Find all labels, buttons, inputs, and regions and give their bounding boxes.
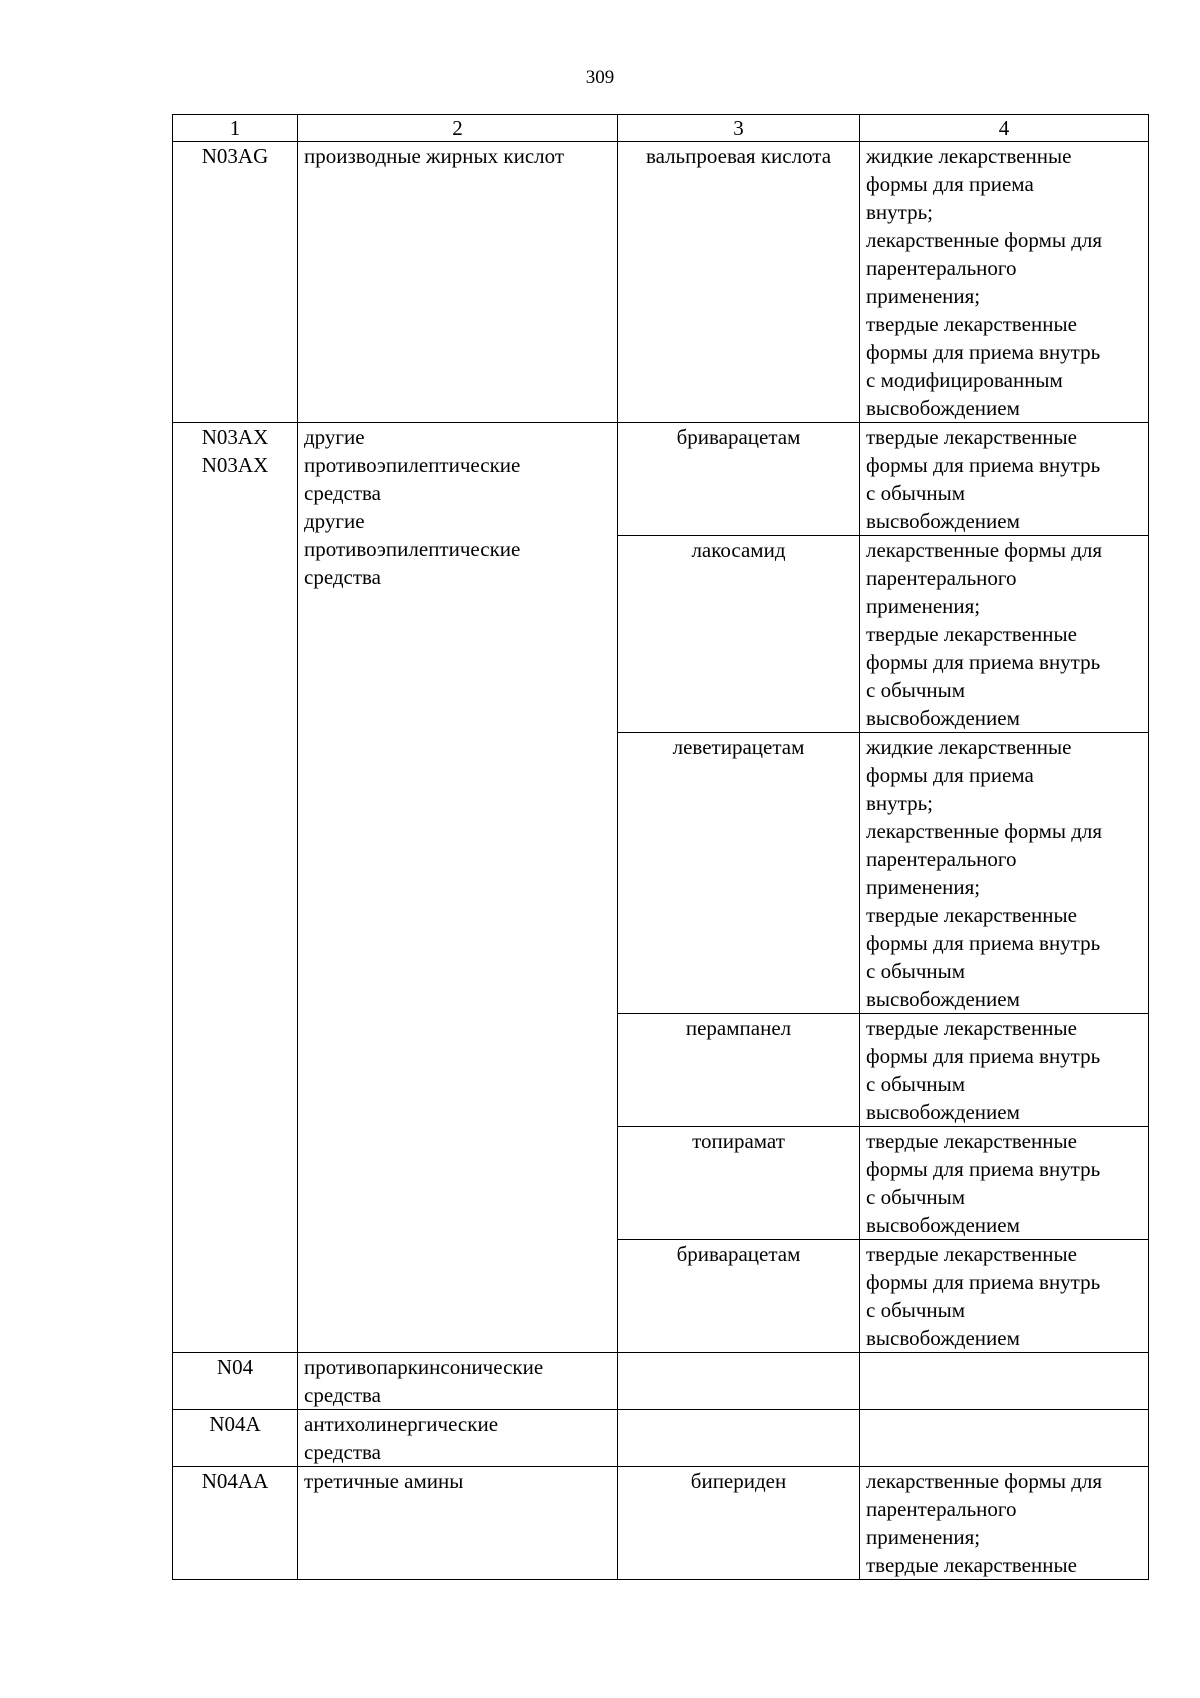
dosage-form-line: формы для приема внутрь — [866, 340, 1101, 364]
group-name-line: средства — [304, 1440, 382, 1464]
atc-code-cell — [173, 1410, 298, 1467]
group-name-line: антихолинергические — [304, 1412, 499, 1436]
column-header-1: 1 — [173, 115, 298, 142]
atc-code-cell — [173, 423, 298, 1353]
column-header-4: 4 — [860, 115, 1149, 142]
drug-name-cell — [618, 1467, 860, 1580]
dosage-form-line: применения; — [866, 284, 981, 308]
dosage-forms-cell — [860, 733, 1149, 1014]
group-name-line: производные жирных кислот — [304, 144, 565, 168]
group-name-cell — [298, 142, 618, 423]
dosage-form-line: внутрь; — [866, 200, 933, 224]
dosage-form-line: парентерального — [866, 566, 1017, 590]
group-name-line: третичные амины — [304, 1469, 464, 1493]
atc-code: N04A — [209, 1412, 261, 1436]
empty-line — [866, 1381, 1142, 1409]
drug-name: леветирацетам — [672, 735, 805, 759]
dosage-form-line: лекарственные формы для — [866, 1469, 1103, 1493]
dosage-form-line: формы для приема внутрь — [866, 650, 1101, 674]
group-name-line: средства — [304, 565, 382, 589]
dosage-form-line: высвобождением — [866, 1326, 1020, 1350]
drug-name: лакосамид — [691, 538, 786, 562]
dosage-form-line: лекарственные формы для — [866, 228, 1103, 252]
atc-code: N04 — [216, 1355, 254, 1379]
table-row — [173, 1353, 1149, 1410]
drug-name-cell — [618, 423, 860, 536]
drug-name: бриварацетам — [676, 1242, 801, 1266]
table-row — [173, 1467, 1149, 1580]
dosage-form-line: парентерального — [866, 1497, 1017, 1521]
group-name-line: средства — [304, 481, 382, 505]
dosage-form-line: лекарственные формы для — [866, 538, 1103, 562]
table-body — [173, 142, 1149, 1580]
dosage-form-line: внутрь; — [866, 791, 933, 815]
atc-code-cell — [173, 142, 298, 423]
dosage-form-line: формы для приема внутрь — [866, 1270, 1101, 1294]
dosage-form-line: лекарственные формы для — [866, 819, 1103, 843]
page-number: 309 — [585, 67, 615, 88]
atc-code: N03AX — [201, 425, 269, 449]
dosage-form-line: применения; — [866, 1525, 981, 1549]
drug-name-cell — [618, 1127, 860, 1240]
dosage-form-line: высвобождением — [866, 987, 1020, 1011]
drug-name: перампанел — [685, 1016, 792, 1040]
dosage-forms-cell — [860, 1240, 1149, 1353]
dosage-forms-cell — [860, 536, 1149, 733]
dosage-form-line: с обычным — [866, 678, 966, 702]
dosage-forms-cell — [860, 1467, 1149, 1580]
drug-name-cell — [618, 1410, 860, 1467]
group-name-line: другие — [304, 509, 365, 533]
table-row — [173, 423, 1149, 536]
table-row — [173, 142, 1149, 423]
dosage-form-line: жидкие лекарственные — [866, 735, 1072, 759]
table-header-row — [173, 115, 1149, 142]
group-name-line: противоэпилептические — [304, 537, 521, 561]
atc-code: N03AX — [201, 453, 269, 477]
dosage-form-line: с обычным — [866, 481, 966, 505]
dosage-form-line: твердые лекарственные — [866, 425, 1077, 449]
column-header-2: 2 — [298, 115, 618, 142]
group-name-line: другие — [304, 425, 365, 449]
drug-name: вальпроевая кислота — [645, 144, 832, 168]
dosage-forms-cell — [860, 1127, 1149, 1240]
atc-code-cell — [173, 1353, 298, 1410]
dosage-form-line: формы для приема внутрь — [866, 1044, 1101, 1068]
dosage-form-line: применения; — [866, 594, 981, 618]
dosage-form-line: твердые лекарственные — [866, 1129, 1077, 1153]
group-name-cell — [298, 1467, 618, 1580]
group-name-line: противопаркинсонические — [304, 1355, 544, 1379]
dosage-form-line: твердые лекарственные — [866, 622, 1077, 646]
atc-code: N04AA — [201, 1469, 269, 1493]
dosage-form-line: с обычным — [866, 1185, 966, 1209]
dosage-forms-cell — [860, 142, 1149, 423]
drug-name-cell — [618, 1353, 860, 1410]
empty-line — [866, 1410, 1142, 1438]
dosage-form-line: формы для приема — [866, 172, 1034, 196]
dosage-form-line: парентерального — [866, 847, 1017, 871]
drug-table — [172, 114, 1149, 1580]
dosage-form-line: твердые лекарственные — [866, 903, 1077, 927]
dosage-form-line: с обычным — [866, 1072, 966, 1096]
dosage-forms-cell — [860, 1014, 1149, 1127]
empty-line — [866, 1438, 1142, 1466]
group-name-line: средства — [304, 1383, 382, 1407]
drug-name: бриварацетам — [676, 425, 801, 449]
group-name-cell — [298, 1353, 618, 1410]
drug-name-cell — [618, 1240, 860, 1353]
dosage-form-line: формы для приема — [866, 763, 1034, 787]
drug-name-cell — [618, 733, 860, 1014]
dosage-forms-cell — [860, 423, 1149, 536]
dosage-form-line: высвобождением — [866, 509, 1020, 533]
dosage-form-line: формы для приема внутрь — [866, 1157, 1101, 1181]
drug-name-cell — [618, 536, 860, 733]
drug-name: топирамат — [692, 1129, 785, 1153]
dosage-form-line: с обычным — [866, 1298, 966, 1322]
dosage-form-line: формы для приема внутрь — [866, 931, 1101, 955]
dosage-form-line: твердые лекарственные — [866, 1016, 1077, 1040]
group-name-cell — [298, 423, 618, 1353]
dosage-form-line: высвобождением — [866, 1213, 1020, 1237]
dosage-form-line: жидкие лекарственные — [866, 144, 1072, 168]
dosage-forms-cell — [860, 1410, 1149, 1467]
drug-name: бипериден — [690, 1469, 787, 1493]
group-name-cell — [298, 1410, 618, 1467]
drug-name-cell — [618, 1014, 860, 1127]
dosage-form-line: парентерального — [866, 256, 1017, 280]
dosage-form-line: с обычным — [866, 959, 966, 983]
dosage-form-line: твердые лекарственные — [866, 1242, 1077, 1266]
drug-name-cell — [618, 142, 860, 423]
dosage-form-line: применения; — [866, 875, 981, 899]
dosage-form-line: высвобождением — [866, 706, 1020, 730]
dosage-form-line: твердые лекарственные — [866, 1553, 1077, 1577]
atc-code-cell — [173, 1467, 298, 1580]
dosage-forms-cell — [860, 1353, 1149, 1410]
dosage-form-line: с модифицированным — [866, 368, 1063, 392]
table-row — [173, 1410, 1149, 1467]
dosage-form-line: высвобождением — [866, 1100, 1020, 1124]
group-name-line: противоэпилептические — [304, 453, 521, 477]
empty-line — [866, 1353, 1142, 1381]
atc-code: N03AG — [201, 144, 269, 168]
column-header-3: 3 — [618, 115, 860, 142]
dosage-form-line: твердые лекарственные — [866, 312, 1077, 336]
dosage-form-line: высвобождением — [866, 396, 1020, 420]
dosage-form-line: формы для приема внутрь — [866, 453, 1101, 477]
